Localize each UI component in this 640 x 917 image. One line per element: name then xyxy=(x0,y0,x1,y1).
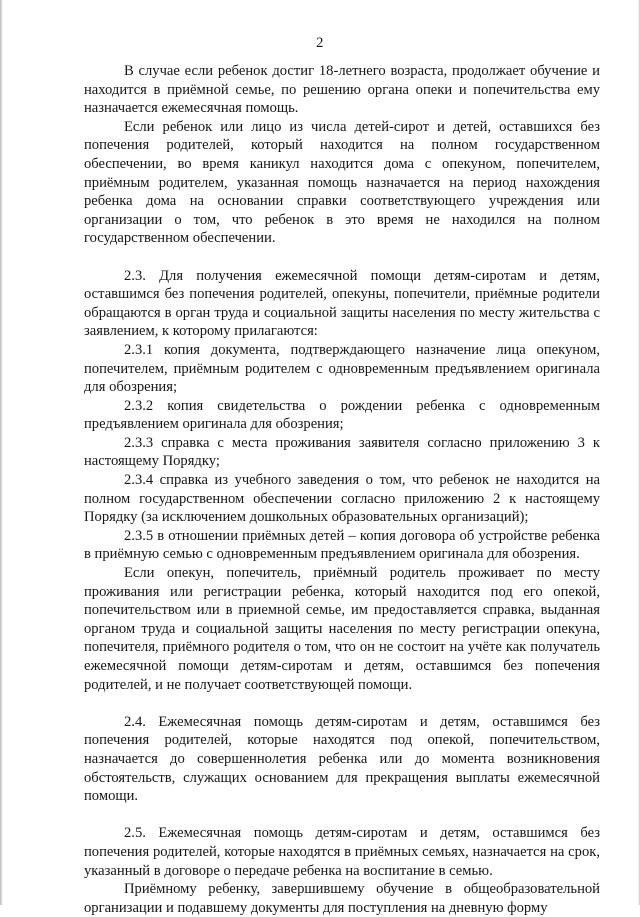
paragraph-2-3-2: 2.3.2 копия свидетельства о рождении ребенка с одновременным предъявлением оригинала для обозрения; xyxy=(84,397,600,433)
paragraph-foster-child-education: Приёмному ребенку, завершившему обучение в общеобразовательной организации и подавшему документы для поступления на дневную форму xyxy=(84,881,600,916)
paragraph-vacation-aid: Если ребенок или лицо из числа детей-сирот и детей, оставшихся без попечения родителей, который находится на полном государственном обеспечении, во время каникул находится дома с опекуном, попечителем, приёмным родителем, указанная помощь назначается на период нахождения ребенка дома на основании справки соответствующего учреждения или организации о том, что ребенок в это время не находился на полном государственном обеспечении. xyxy=(84,118,600,247)
paragraph-2-3-5: 2.3.5 в отношении приёмных детей – копия договора об устройстве ребенка в приёмную семью с одновременным предъявлением оригинала для обозрения. xyxy=(84,527,600,563)
paragraph-2-3-1: 2.3.1 копия документа, подтверждающего назначение лица опекуном, попечителем, приёмным родителем с одновременным предъявлением оригинала для обозрения; xyxy=(84,341,600,396)
paragraph-2-5: 2.5. Ежемесячная помощь детям-сиротам и детям, оставшимся без попечения родителей, которые находятся в приёмных семьях, назначается на срок, указанный в договоре о передаче ребенка на воспитание в семью. xyxy=(84,825,600,879)
paragraph-2-4: 2.4. Ежемесячная помощь детям-сиротам и детям, оставшимся без попечения родителей, которые находятся под опекой, попечительством, назначается до совершеннолетия ребенка или до момента возникновения обстоятельств, служащих основанием для прекращения выплаты ежемесячной помощи. xyxy=(84,713,600,805)
paragraph-2-3-3: 2.3.3 справка с места проживания заявителя согласно приложению 3 к настоящему Порядку; xyxy=(84,434,600,470)
scan-edge-left xyxy=(0,0,3,905)
paragraph-2-3-4: 2.3.4 справка из учебного заведения о том, что ребенок не находится на полном государственном обеспечении согласно приложению 2 к настоящему Порядку (за исключением дошкольных образовательных организаций); xyxy=(84,472,600,526)
document-body xyxy=(84,62,600,917)
paragraph-adult-child-aid: В случае если ребенок достиг 18-летнего возраста, продолжает обучение и находится в приёмной семье, по решению органа опеки и попечительства ему назначается ежемесячная помощь. xyxy=(84,63,600,117)
paragraph-guardian-certificate: Если опекун, попечитель, приёмный родитель проживает по месту проживания или регистрации ребенка, который находится под его опекой, попечительством или в приемной семье, им предоставляется справка, выданная органом труда и социальной защиты населения по месту регистрации опекуна, попечителя, приёмного родителя о том, что он не состоит на учёте как получатель ежемесячной помощи детям-сиротам и детям, оставшимся без попечения родителей, и не получает соответствующей помощи. xyxy=(84,565,600,693)
page-number: 2 xyxy=(316,35,324,51)
paragraph-2-3: 2.3. Для получения ежемесячной помощи детям-сиротам и детям, оставшимся без попечения родителей, опекуны, попечители, приёмные родители обращаются в орган труда и социальной защиты населения по месту жительства с заявлением, к которому прилагаются: xyxy=(84,267,600,340)
